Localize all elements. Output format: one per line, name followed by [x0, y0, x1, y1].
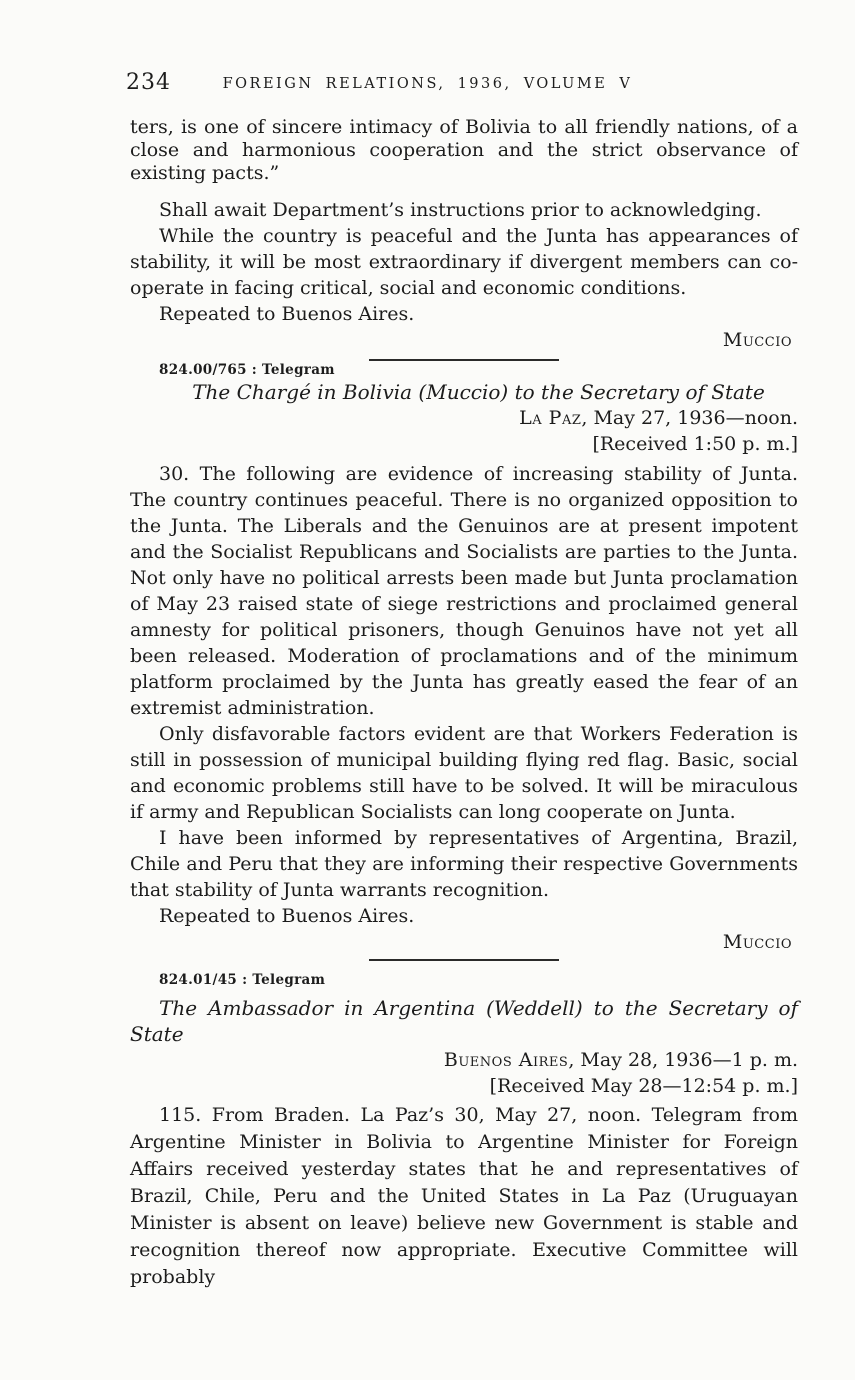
repeated-line: Repeated to Buenos Aires.: [159, 303, 415, 325]
telegram-paragraph: Only disfavorable factors evident are that Workers Federation is still in possession of municipal building flying red flag. Basic, social and economic problems still have to be solved. It will be miraculous if army and Republican Socialists can long cooperate on Junta.: [130, 723, 798, 823]
dateline-place: Buenos Aires: [443, 1049, 569, 1071]
document-heading: The Ambassador in Argentina (Weddell) to the Secretary of State: [130, 996, 798, 1046]
signature-muccio: Muccio: [722, 931, 792, 953]
page-number: 234: [126, 70, 171, 95]
document-heading: The Chargé in Bolivia (Muccio) to the Secretary of State: [192, 380, 765, 404]
page-content: [130, 112, 798, 1291]
running-header: FOREIGN RELATIONS, 1936, VOLUME V: [222, 76, 633, 92]
signature-muccio: Muccio: [722, 329, 792, 351]
country-peaceful-paragraph: While the country is peaceful and the Junta has appearances of stability, it will be most extraordinary if divergent members can co-operate in facing critical, social and economic conditions.: [130, 225, 798, 299]
telegram-paragraph: 115. From Braden. La Paz’s 30, May 27, noon. Telegram from Argentine Minister in Bolivia to Argentine Minister for Foreign Affairs received yesterday states that he and representatives of Brazil, Chile, Peru and the United States in La Paz (Uruguayan Minister is absent on leave) believe new Government is stable and recognition thereof now appropriate. Executive Committee will probably: [130, 1104, 798, 1288]
section-divider-rule: [369, 959, 559, 961]
dateline-date: , May 27, 1936—noon.: [581, 407, 798, 429]
await-instructions-paragraph: Shall await Department’s instructions prior to acknowledging.: [159, 199, 762, 221]
continuation-paragraph: ters, is one of sincere intimacy of Bolivia to all friendly nations, of a close and harmonious cooperation and the strict observance of existing pacts.”: [130, 116, 798, 184]
document-reference: 824.01/45 : Telegram: [159, 972, 326, 988]
dateline-place: La Paz: [519, 407, 582, 429]
document-reference: 824.00/765 : Telegram: [159, 362, 335, 378]
repeated-line: Repeated to Buenos Aires.: [159, 905, 415, 927]
dateline: [130, 1047, 798, 1073]
telegram-paragraph: 30. The following are evidence of increasing stability of Junta. The country continues peaceful. There is no organized opposition to the Junta. The Liberals and the Genuinos are at present impotent and the Socialist Republicans and Socialists are parties to the Junta. Not only have no political arrests been made but Junta proclamation of May 23 raised state of siege restrictions and proclaimed general amnesty for political prisoners, though Genuinos have not yet all been released. Moderation of proclamations and of the minimum platform proclaimed by the Junta has greatly eased the fear of an extremist administration.: [130, 463, 798, 719]
dateline-date: , May 28, 1936—1 p. m.: [568, 1049, 798, 1071]
received-line: [Received 1:50 p. m.]: [592, 433, 798, 455]
dateline: [130, 405, 798, 431]
received-line: [Received May 28—12:54 p. m.]: [489, 1075, 798, 1097]
telegram-paragraph: I have been informed by representatives of Argentina, Brazil, Chile and Peru that they are informing their respective Governments that stability of Junta warrants recognition.: [130, 827, 798, 901]
